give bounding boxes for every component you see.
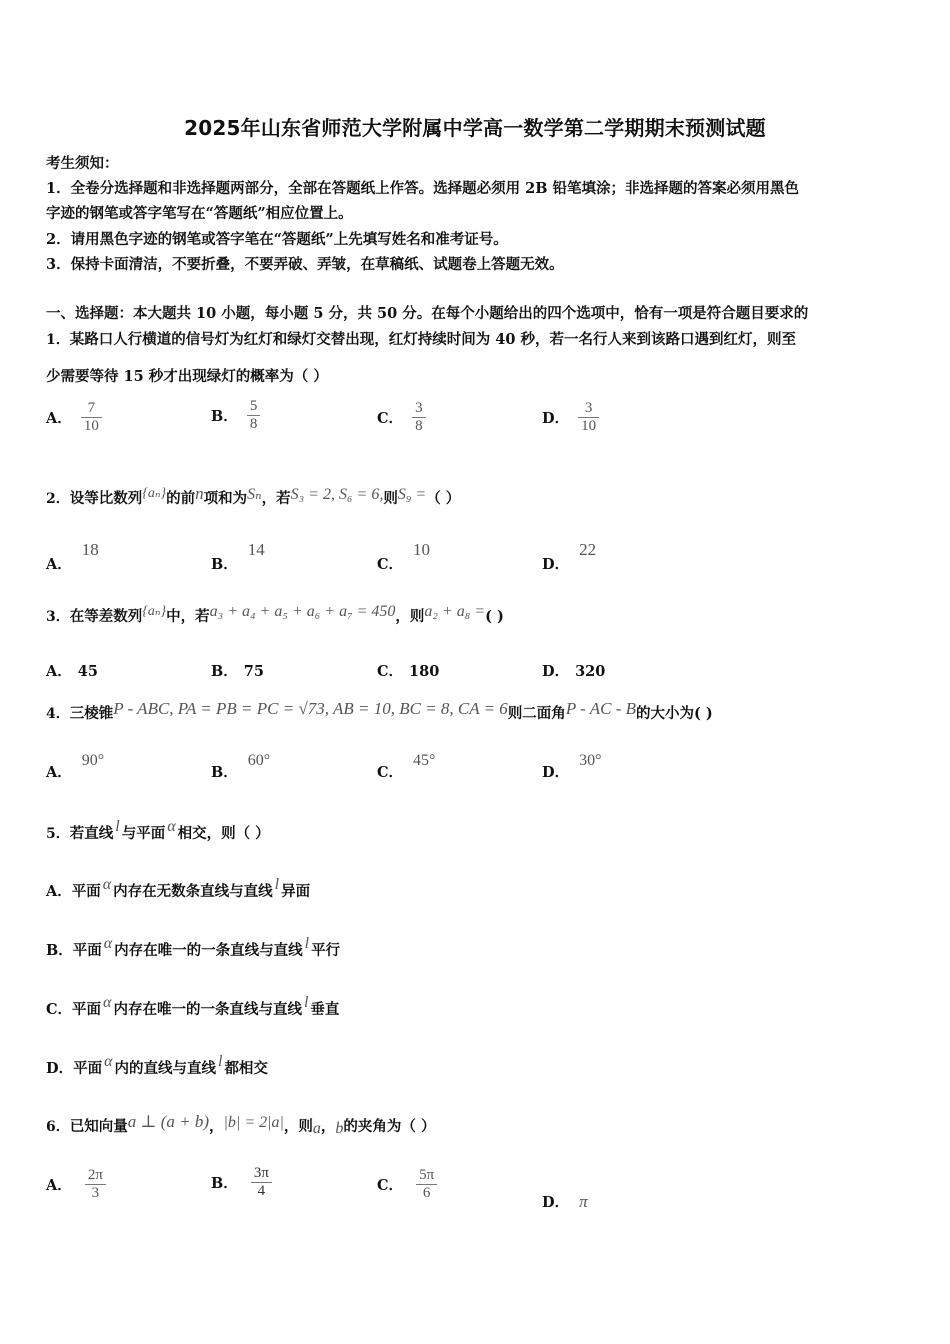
option-fraction: $\frac{3}{8}$ xyxy=(412,400,426,435)
option-fraction: $\frac{5}{8}$ xyxy=(247,398,261,433)
condition-formula: a₃ + a₄ + a₅ + a₆ + a₇ = 450 xyxy=(209,603,396,620)
question-6-number: 6． xyxy=(46,1119,70,1135)
question-3-option-d[interactable]: D． 320 xyxy=(542,663,606,680)
question-1-line-1: 某路口人行横道的信号灯为红灯和绿灯交替出现，红灯持续时间为 40 秒，若一名行人来到该路口遇到红灯，则至 xyxy=(69,331,797,348)
question-5-number: 5． xyxy=(46,826,70,842)
question-3-stem: 3．在等差数列{aₙ}中，若a₃ + a₄ + a₅ + a₆ + a₇ = 450，则a₂ + a₈ =( ) xyxy=(46,603,504,625)
question-4-option-c[interactable]: C．45° xyxy=(377,752,436,781)
question-1-line-2: 少需要等待 15 秒才出现绿灯的概率为（ ） xyxy=(46,368,328,385)
question-5-stem: 5．若直线 l 与平面 α 相交，则（ ） xyxy=(46,818,270,842)
question-1-option-c[interactable] xyxy=(377,400,426,435)
question-3-option-a[interactable]: A． 45 xyxy=(46,663,98,680)
notice-item-1-line-2: 字迹的钢笔或答字笔写在“答题纸”相应位置上。 xyxy=(46,205,353,222)
option-label: A． xyxy=(46,410,72,427)
question-2-option-b[interactable]: B．14 xyxy=(211,540,265,573)
option-fraction: $\frac{7}{10}$ xyxy=(81,400,102,435)
question-6-option-d[interactable]: D． π xyxy=(542,1192,588,1211)
page-title: 2025年山东省师范大学附属中学高一数学第二学期期末预测试题 xyxy=(184,116,766,140)
option-fraction: $\frac{3\pi}{4}$ xyxy=(251,1165,272,1200)
option-fraction: $\frac{3}{10}$ xyxy=(578,400,599,435)
question-3-option-b[interactable]: B． 75 xyxy=(211,663,264,680)
notice-item-3: 3．保持卡面清洁，不要折叠，不要弄破、弄皱，在草稿纸、试题卷上答题无效。 xyxy=(46,256,564,273)
option-label: C． xyxy=(377,410,404,427)
question-5-option-c[interactable]: C．平面 α 内存在唯一的一条直线与直线 l 垂直 xyxy=(46,994,340,1018)
question-4-number: 4． xyxy=(46,706,70,722)
question-1-number: 1． xyxy=(46,332,70,348)
question-4-option-a[interactable]: A．90° xyxy=(46,752,105,781)
question-6-option-c[interactable]: C． $\frac{5\pi}{6}$ xyxy=(377,1167,437,1202)
question-5-option-b[interactable]: B．平面 α 内存在唯一的一条直线与直线 l 平行 xyxy=(46,935,341,959)
question-4-stem: 4．三棱锥P - ABC, PA = PB = PC = √73, AB = 10, BC = 8, CA = 6则二面角P - AC - B的大小为( ) xyxy=(46,699,713,722)
notice-item-1-line-1: 1．全卷分选择题和非选择题两部分，全部在答题纸上作答。选择题必须用 2B 铅笔填涂；非选择题的答案必须用黑色 xyxy=(46,180,800,197)
condition-formula: P - ABC, PA = PB = PC = √73, AB = 10, BC = 8, CA = 6 xyxy=(113,699,508,718)
question-1-option-b[interactable] xyxy=(211,398,260,433)
question-1-option-d[interactable] xyxy=(542,400,599,435)
question-3-number: 3． xyxy=(46,609,70,625)
question-2-number: 2． xyxy=(46,491,70,507)
question-6-option-b[interactable]: B． $\frac{3\pi}{4}$ xyxy=(211,1165,272,1200)
question-1-stem xyxy=(46,328,796,349)
question-2-option-d[interactable]: D．22 xyxy=(542,540,597,573)
question-1-option-a[interactable] xyxy=(46,400,102,435)
condition-formula: S₃ = 2, S₆ = 6, xyxy=(290,486,384,503)
question-5-option-d[interactable]: D．平面 α 内的直线与直线 l 都相交 xyxy=(46,1053,268,1077)
question-2-option-a[interactable]: A．18 xyxy=(46,540,99,573)
notice-item-2: 2．请用黑色字迹的钢笔或答字笔在“答题纸”上先填写姓名和准考证号。 xyxy=(46,231,508,248)
section-heading: 一、选择题：本大题共 10 小题，每小题 5 分，共 50 分。在每个小题给出的四个选项中，恰有一项是符合题目要求的 xyxy=(46,305,809,322)
option-fraction: $\frac{2\pi}{3}$ xyxy=(85,1167,106,1202)
condition-formula: a ⊥ (a + b) xyxy=(127,1112,210,1131)
question-2-stem: 2．设等比数列{aₙ}的前n项和为Sₙ，若S₃ = 2, S₆ = 6,则S₉ =（ ） xyxy=(46,484,461,507)
question-6-option-a[interactable]: A． $\frac{2\pi}{3}$ xyxy=(46,1167,106,1202)
notice-heading: 考生须知： xyxy=(46,155,119,172)
sequence-symbol: {aₙ} xyxy=(142,486,167,501)
question-6-stem: 6．已知向量a ⊥ (a + b)，|b| = 2|a|，则a，b的夹角为（ ） xyxy=(46,1112,436,1137)
question-2-option-c[interactable]: C．10 xyxy=(377,540,431,573)
option-fraction: $\frac{5\pi}{6}$ xyxy=(416,1167,437,1202)
question-3-option-c[interactable]: C． 180 xyxy=(377,663,440,680)
option-label: D． xyxy=(542,410,570,427)
question-4-option-d[interactable]: D．30° xyxy=(542,752,602,781)
question-5-option-a[interactable]: A．平面 α 内存在无数条直线与直线 l 异面 xyxy=(46,876,311,900)
option-label: B． xyxy=(211,408,238,425)
question-4-option-b[interactable]: B．60° xyxy=(211,752,271,781)
